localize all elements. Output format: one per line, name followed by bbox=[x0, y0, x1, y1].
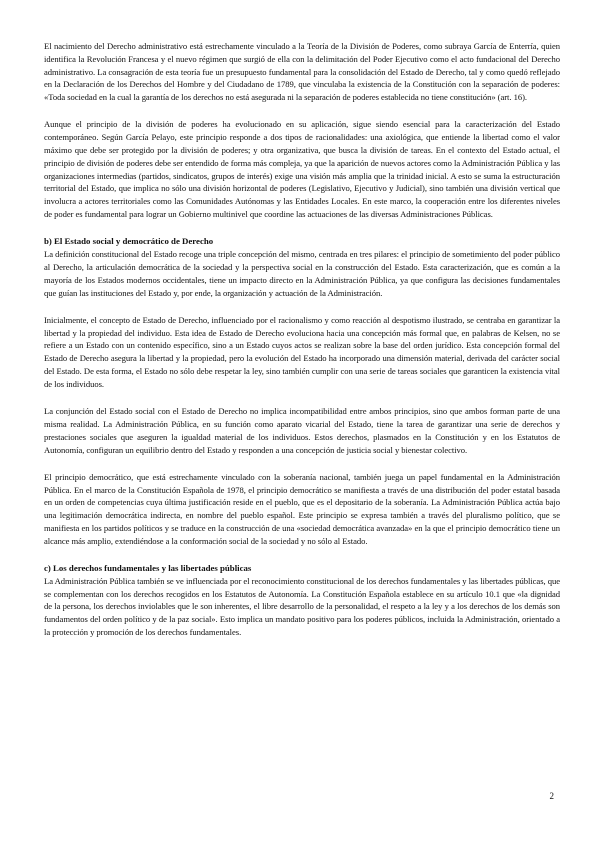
page-body bbox=[44, 40, 560, 639]
section-heading-estado-social: b) El Estado social y democrático de Derecho bbox=[44, 236, 214, 247]
section-heading-derechos-fundamentales: c) Los derechos fundamentales y las libertades públicas bbox=[44, 563, 252, 574]
paragraph-definicion-constitucional: La definición constitucional del Estado recoge una triple concepción del mismo, centrada en tres pilares: el principio de sometimiento del poder público al Derecho, la articulación democrática de la sociedad y la perspectiva social en la construcción del Estado. Esta caracterización, que es común a la mayoría de los Estados modernos occidentales, tiene un impacto directo en la Administración Pública, ya que configura las decisiones fundamentales que guían las instituciones del Estado y, por ende, la organización y actuación de la Administración. bbox=[44, 249, 560, 298]
page-number: 2 bbox=[549, 791, 554, 801]
paragraph-estado-de-derecho: Inicialmente, el concepto de Estado de Derecho, influenciado por el racionalismo y como reacción al despotismo ilustrado, se centraba en garantizar la libertad y la propiedad del individuo. Esta idea de Estado de Derecho evoluciona hacia una concepción más formal que, en palabras de Kelsen, no se refiere a un Estado con un contenido específico, sino a un Estado cuyos actos se realizan sobre la base del orden jurídico. Esta concepción formal del Estado de Derecho asegura la libertad y la propiedad, pero la evolución del Estado ha incorporado una dimensión material, derivada del carácter social del Estado. De esta forma, el Estado no sólo debe respetar la ley, sino también cumplir con una serie de tareas sociales que garanticen la existencia vital de los individuos. bbox=[44, 314, 560, 389]
paragraph-derechos-fundamentales: La Administración Pública también se ve influenciada por el reconocimiento constitucional de los derechos fundamentales y las libertades públicas, que se complementan con los derechos recogidos en los Estatutos de Autonomía. La Constitución Española establece en su artículo 10.1 que «la dignidad de la persona, los derechos inviolables que le son inherentes, el libre desarrollo de la personalidad, el respeto a la ley y a los derechos de los demás son fundamentos del orden político y de la paz social». Esto implica un mandato positivo para los poderes públicos, incluida la Administración, orientado a la protección y promoción de los derechos fundamentales. bbox=[44, 575, 560, 638]
paragraph-estado-contemporaneo: Aunque el principio de la división de poderes ha evolucionado en su aplicación, sigue siendo esencial para la caracterización del Estado contemporáneo. Según García Pelayo, este principio responde a dos tipos de racionalidades: una axiológica, que entiende la libertad como el valor máximo que debe ser protegido por la división de poderes; y otra organizativa, que busca la división de tareas. En el contexto del Estado actual, el principio de división de poderes debe ser entendido de forma más compleja, ya que la aparición de nuevos actores como la Administración Pública y las organizaciones intermedias (partidos, sindicatos, grupos de interés) exige una visión más amplia que la trinidad inicial. A esto se suma la estructuración territorial del Estado, que implica no sólo una división horizontal de poderes (Legislativo, Ejecutivo y Judicial), sino también una división vertical que involucra a actores territoriales como las Comunidades Autónomas y las Entidades Locales. En este marco, la cooperación entre los diferentes niveles de poder es fundamental para lograr un Gobierno multinivel que coordine las actuaciones de las diversas Administraciones Públicas. bbox=[44, 119, 560, 220]
paragraph-division-de-poderes: El nacimiento del Derecho administrativo está estrechamente vinculado a la Teoría de la División de Poderes, como subraya García de Enterría, quien identifica la Revolución Francesa y el nuevo régimen que surgió de ella con la delimitación del Poder Ejecutivo como el acto fundacional del Derecho administrativo. La consagración de esta teoría fue un presupuesto fundamental para la consolidación del Estado de Derecho, tal y como quedó reflejado en la Declaración de los Derechos del Hombre y del Ciudadano de 1789, que vinculaba la existencia de la Constitución con la separación de poderes: «Toda sociedad en la cual la garantía de los derechos no está asegurada ni la separación de poderes establecida no tiene constitución» (art. 16). bbox=[44, 41, 560, 103]
paragraph-estado-social: La conjunción del Estado social con el Estado de Derecho no implica incompatibilidad entre ambos principios, sino que ambos forman parte de una misma realidad. La Administración Pública, en su función como aparato vicarial del Estado, tiene la tarea de garantizar una serie de derechos y prestaciones sociales que aseguren la igualdad material de los individuos. Estos derechos, plasmados en la Constitución y en los Estatutos de Autonomía, configuran un equilibrio dentro del Estado y responden a una concepción de justicia social y bienestar colectivo. bbox=[44, 406, 560, 455]
paragraph-principio-democratico: El principio democrático, que está estrechamente vinculado con la soberanía nacional, también juega un papel fundamental en la Administración Pública. En el marco de la Constitución Española de 1978, el principio democrático se manifiesta a través de una distribución del poder estatal basada en un orden de competencias cuya última justificación reside en el pueblo, que es el depositario de la soberanía. La Administración Pública actúa bajo una legitimación democrática indirecta, en nombre del pueblo español. Este principio se expresa también a través del pluralismo político, que se manifiesta en los partidos políticos y se traduce en la construcción de una «sociedad democrática avanzada» en la que el principio democrático tiene un alcance más amplio, extendiéndose a la conformación social de la sociedad y no sólo al Estado. bbox=[44, 471, 560, 546]
